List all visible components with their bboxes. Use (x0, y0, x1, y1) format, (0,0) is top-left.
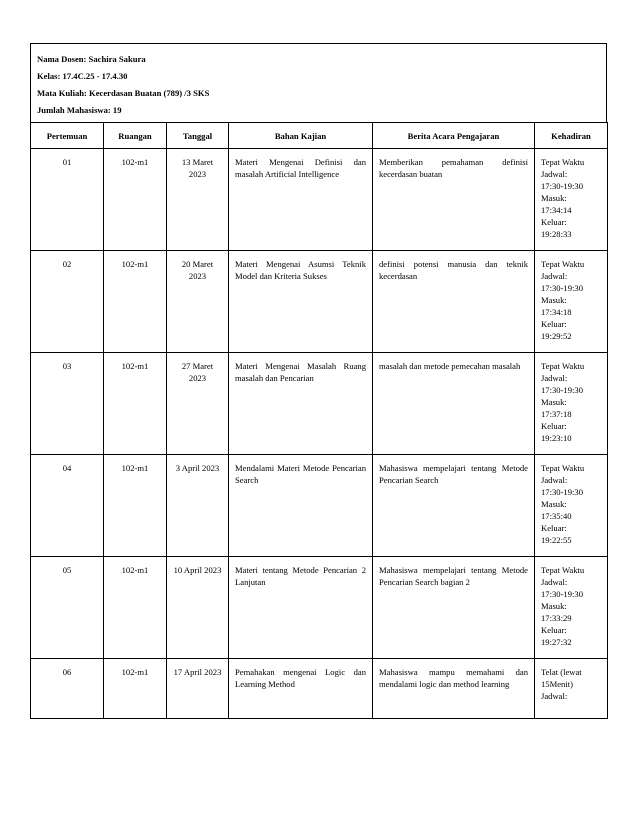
cell-tanggal: 20 Maret 2023 (167, 251, 229, 353)
cell-pertemuan: 06 (31, 659, 104, 719)
table-row (31, 251, 608, 353)
attendance-label: Masuk: (541, 499, 567, 509)
cell-bahan-kajian: Materi Mengenai Masalah Ruang masalah dan Pencarian (229, 353, 373, 455)
document-header (30, 43, 607, 122)
attendance-label: Jadwal: (541, 169, 568, 179)
attendance-status: Telat (lewat 15Menit) (541, 667, 582, 689)
attendance-checkin: 17:34:14 (541, 205, 572, 215)
attendance-label: Keluar: (541, 523, 567, 533)
cell-tanggal: 27 Maret 2023 (167, 353, 229, 455)
attendance-label: Masuk: (541, 397, 567, 407)
cell-bahan-kajian: Materi Mengenai Asumsi Teknik Model dan Kriteria Sukses (229, 251, 373, 353)
attendance-label: Keluar: (541, 319, 567, 329)
attendance-table (30, 122, 608, 719)
cell-kehadiran (535, 251, 608, 353)
attendance-checkin: 17:35:40 (541, 511, 572, 521)
lecturer-name: Nama Dosen: Sachira Sakura (37, 54, 146, 64)
attendance-checkin: 17:37:18 (541, 409, 572, 419)
column-header-ruangan: Ruangan (104, 123, 167, 149)
attendance-document (30, 43, 607, 719)
cell-bahan-kajian: Materi Mengenai Definisi dan masalah Artificial Intelligence (229, 149, 373, 251)
cell-pertemuan: 05 (31, 557, 104, 659)
attendance-status: Tepat Waktu (541, 157, 585, 167)
cell-pertemuan: 01 (31, 149, 104, 251)
attendance-checkout: 19:27:32 (541, 637, 572, 647)
cell-kehadiran (535, 659, 608, 719)
cell-ruangan: 102-m1 (104, 557, 167, 659)
cell-berita-acara: Mahasiswa mempelajari tentang Metode Pencarian Search (373, 455, 535, 557)
attendance-label: Masuk: (541, 193, 567, 203)
cell-ruangan: 102-m1 (104, 455, 167, 557)
attendance-label: Masuk: (541, 601, 567, 611)
cell-tanggal: 10 April 2023 (167, 557, 229, 659)
table-row (31, 149, 608, 251)
attendance-schedule: 17:30-19:30 (541, 283, 584, 293)
attendance-label: Jadwal: (541, 691, 568, 701)
column-header-kehadiran: Kehadiran (535, 123, 608, 149)
column-header-berita-acara: Berita Acara Pengajaran (373, 123, 535, 149)
cell-tanggal: 3 April 2023 (167, 455, 229, 557)
cell-bahan-kajian: Pemahakan mengenai Logic dan Learning Method (229, 659, 373, 719)
attendance-label: Masuk: (541, 295, 567, 305)
cell-berita-acara: Memberikan pemahaman definisi kecerdasan buatan (373, 149, 535, 251)
attendance-label: Keluar: (541, 625, 567, 635)
cell-bahan-kajian: Mendalami Materi Metode Pencarian Search (229, 455, 373, 557)
cell-berita-acara: definisi potensi manusia dan teknik kecerdasan (373, 251, 535, 353)
attendance-label: Jadwal: (541, 577, 568, 587)
table-row (31, 557, 608, 659)
cell-pertemuan: 03 (31, 353, 104, 455)
cell-kehadiran (535, 149, 608, 251)
attendance-label: Keluar: (541, 421, 567, 431)
cell-ruangan: 102-m1 (104, 353, 167, 455)
attendance-label: Keluar: (541, 217, 567, 227)
attendance-checkin: 17:34:18 (541, 307, 572, 317)
cell-pertemuan: 02 (31, 251, 104, 353)
student-count: Jumlah Mahasiswa: 19 (37, 105, 122, 115)
attendance-checkin: 17:33:29 (541, 613, 572, 623)
attendance-status: Tepat Waktu (541, 463, 585, 473)
attendance-status: Tepat Waktu (541, 361, 585, 371)
column-header-bahan-kajian: Bahan Kajian (229, 123, 373, 149)
attendance-schedule: 17:30-19:30 (541, 589, 584, 599)
table-header-row (31, 123, 608, 149)
table-row (31, 659, 608, 719)
cell-kehadiran (535, 557, 608, 659)
cell-kehadiran (535, 455, 608, 557)
cell-tanggal: 17 April 2023 (167, 659, 229, 719)
attendance-checkout: 19:22:55 (541, 535, 572, 545)
attendance-checkout: 19:23:10 (541, 433, 572, 443)
cell-pertemuan: 04 (31, 455, 104, 557)
attendance-label: Jadwal: (541, 475, 568, 485)
cell-bahan-kajian: Materi tentang Metode Pencarian 2 Lanjutan (229, 557, 373, 659)
column-header-pertemuan: Pertemuan (31, 123, 104, 149)
attendance-schedule: 17:30-19:30 (541, 487, 584, 497)
attendance-checkout: 19:28:33 (541, 229, 572, 239)
attendance-label: Jadwal: (541, 271, 568, 281)
cell-berita-acara: Mahasiswa mampu memahami dan mendalami logic dan method learning (373, 659, 535, 719)
class-code: Kelas: 17.4C.25 - 17.4.30 (37, 71, 128, 81)
cell-kehadiran (535, 353, 608, 455)
attendance-label: Jadwal: (541, 373, 568, 383)
cell-ruangan: 102-m1 (104, 149, 167, 251)
course-name: Mata Kuliah: Kecerdasan Buatan (789) /3 SKS (37, 88, 210, 98)
cell-tanggal: 13 Maret 2023 (167, 149, 229, 251)
column-header-tanggal: Tanggal (167, 123, 229, 149)
attendance-status: Tepat Waktu (541, 565, 585, 575)
attendance-checkout: 19:29:52 (541, 331, 572, 341)
cell-berita-acara: Mahasiswa mempelajari tentang Metode Pencarian Search bagian 2 (373, 557, 535, 659)
cell-berita-acara: masalah dan metode pemecahan masalah (373, 353, 535, 455)
attendance-schedule: 17:30-19:30 (541, 181, 584, 191)
cell-ruangan: 102-m1 (104, 659, 167, 719)
table-row (31, 353, 608, 455)
attendance-schedule: 17:30-19:30 (541, 385, 584, 395)
attendance-status: Tepat Waktu (541, 259, 585, 269)
cell-ruangan: 102-m1 (104, 251, 167, 353)
table-row (31, 455, 608, 557)
